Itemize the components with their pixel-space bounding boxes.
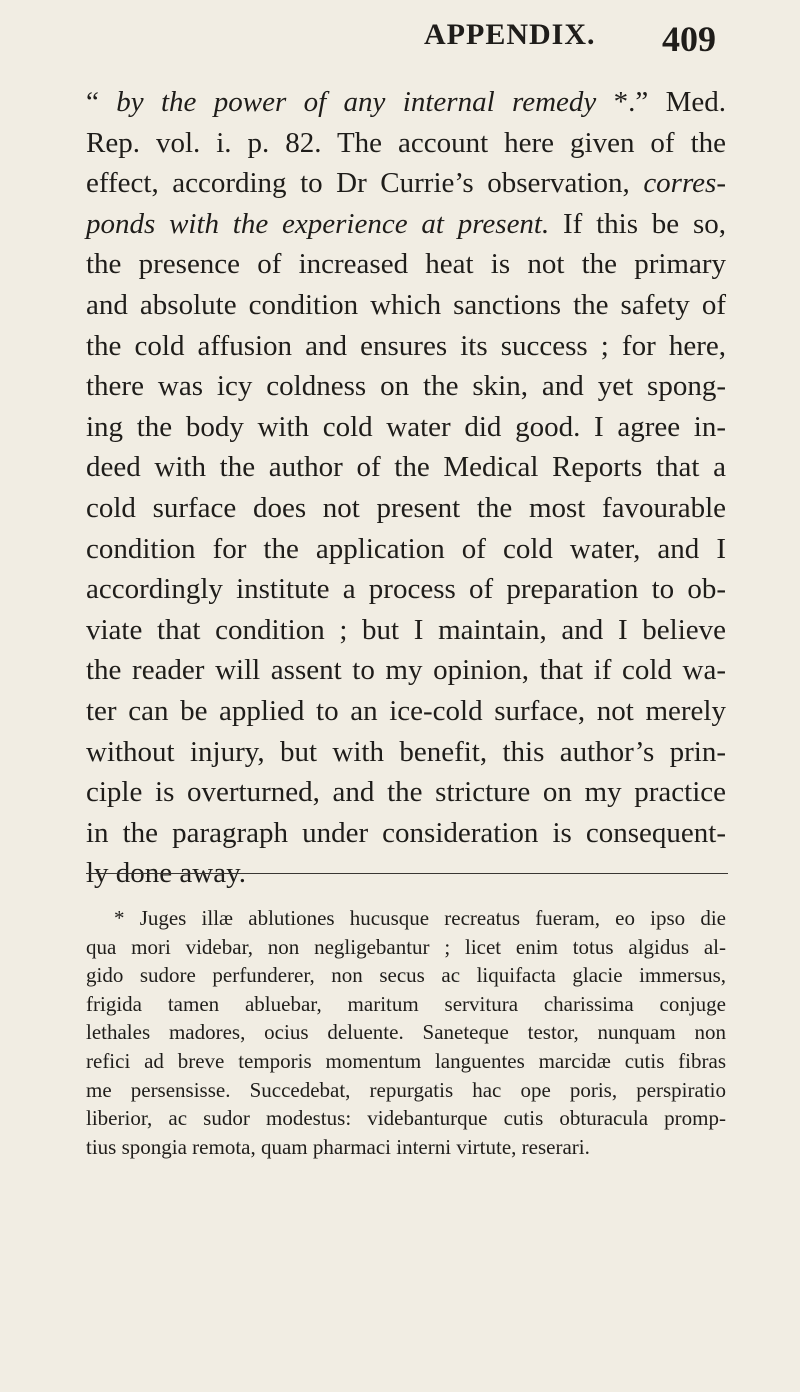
text-line — [86, 204, 726, 245]
text-segment: deed with the author of the Medical Reports that a — [86, 451, 726, 484]
text-line — [86, 569, 726, 610]
text-line — [86, 529, 726, 570]
footnote-line: * Juges illæ ablutiones hucusque recreatus fueram, eo ipso die — [114, 906, 726, 930]
text-segment: ciple is overturned, and the stricture on my practice — [86, 776, 726, 809]
text-line — [86, 366, 726, 407]
text-line — [86, 488, 726, 529]
italic-text: corres- — [643, 167, 726, 200]
text-line — [86, 123, 726, 164]
text-segment: there was icy coldness on the skin, and yet spong- — [86, 370, 726, 403]
text-line — [86, 244, 726, 285]
footnote — [86, 904, 726, 1161]
main-text — [86, 82, 726, 894]
text-segment: *.” Med. — [596, 86, 727, 118]
text-segment: viate that condition ; but I maintain, and I believe — [86, 613, 726, 646]
text-line — [86, 326, 726, 367]
text-line — [86, 163, 726, 204]
footnote-line: tius spongia remota, quam pharmaci interni virtute, reserari. — [86, 1134, 590, 1159]
footnote-line: liberior, ac sudor modestus: videbanturque cutis obturacula promp- — [86, 1106, 726, 1131]
text-segment: and absolute condition which sanctions the safety of — [86, 288, 726, 321]
footnote-line: refici ad breve temporis momentum languentes marcidæ cutis fibras — [86, 1048, 726, 1073]
text-line — [86, 732, 726, 773]
footnote-line: me persensisse. Succedebat, repurgatis hac ope poris, perspiratio — [86, 1077, 726, 1102]
text-line — [86, 82, 726, 123]
text-line — [86, 650, 726, 691]
text-segment: the presence of increased heat is not the primary — [86, 248, 726, 281]
footnote-rule — [86, 873, 728, 874]
text-line — [86, 813, 726, 854]
text-line — [86, 407, 726, 448]
running-head: APPENDIX. — [424, 18, 596, 51]
text-line — [86, 447, 726, 488]
text-segment: “ — [86, 86, 117, 118]
text-segment: ly done away. — [86, 857, 246, 890]
text-segment: accordingly institute a process of preparation to ob- — [86, 573, 726, 606]
italic-text: ponds with the experience at present. — [86, 207, 550, 240]
text-line — [86, 691, 726, 732]
text-segment: effect, according to Dr Currie’s observation, — [86, 167, 644, 200]
text-segment: ter can be applied to an ice-cold surface, not merely — [86, 694, 726, 727]
text-segment: Rep. vol. i. p. 82. The account here given of the — [86, 126, 726, 159]
text-segment: condition for the application of cold water, and I — [86, 532, 726, 565]
page-number: 409 — [662, 19, 716, 59]
text-segment: If this be so, — [549, 207, 726, 240]
text-segment: without injury, but with benefit, this author’s prin- — [86, 735, 726, 768]
footnote-line: lethales madores, ocius deluente. Saneteque testor, nunquam non — [86, 1020, 726, 1045]
page-header — [0, 18, 800, 68]
text-line — [86, 610, 726, 651]
footnote-line: gido sudore perfunderer, non secus ac liquifacta glacie immersus, — [86, 963, 726, 988]
text-segment: the cold affusion and ensures its success ; for here, — [86, 329, 726, 362]
text-line — [86, 772, 726, 813]
text-line — [86, 285, 726, 326]
footnote-line: frigida tamen abluebar, maritum servitura charissima conjuge — [86, 991, 726, 1016]
text-segment: in the paragraph under consideration is consequent- — [86, 816, 726, 849]
footnote-line: qua mori videbar, non negligebantur ; licet enim totus algidus al- — [86, 934, 726, 959]
text-segment: ing the body with cold water did good. I agree in- — [86, 410, 726, 443]
italic-text: by the power of any internal remedy — [116, 86, 597, 118]
text-segment: the reader will assent to my opinion, that if cold wa- — [86, 654, 726, 687]
text-segment: cold surface does not present the most favourable — [86, 491, 726, 524]
